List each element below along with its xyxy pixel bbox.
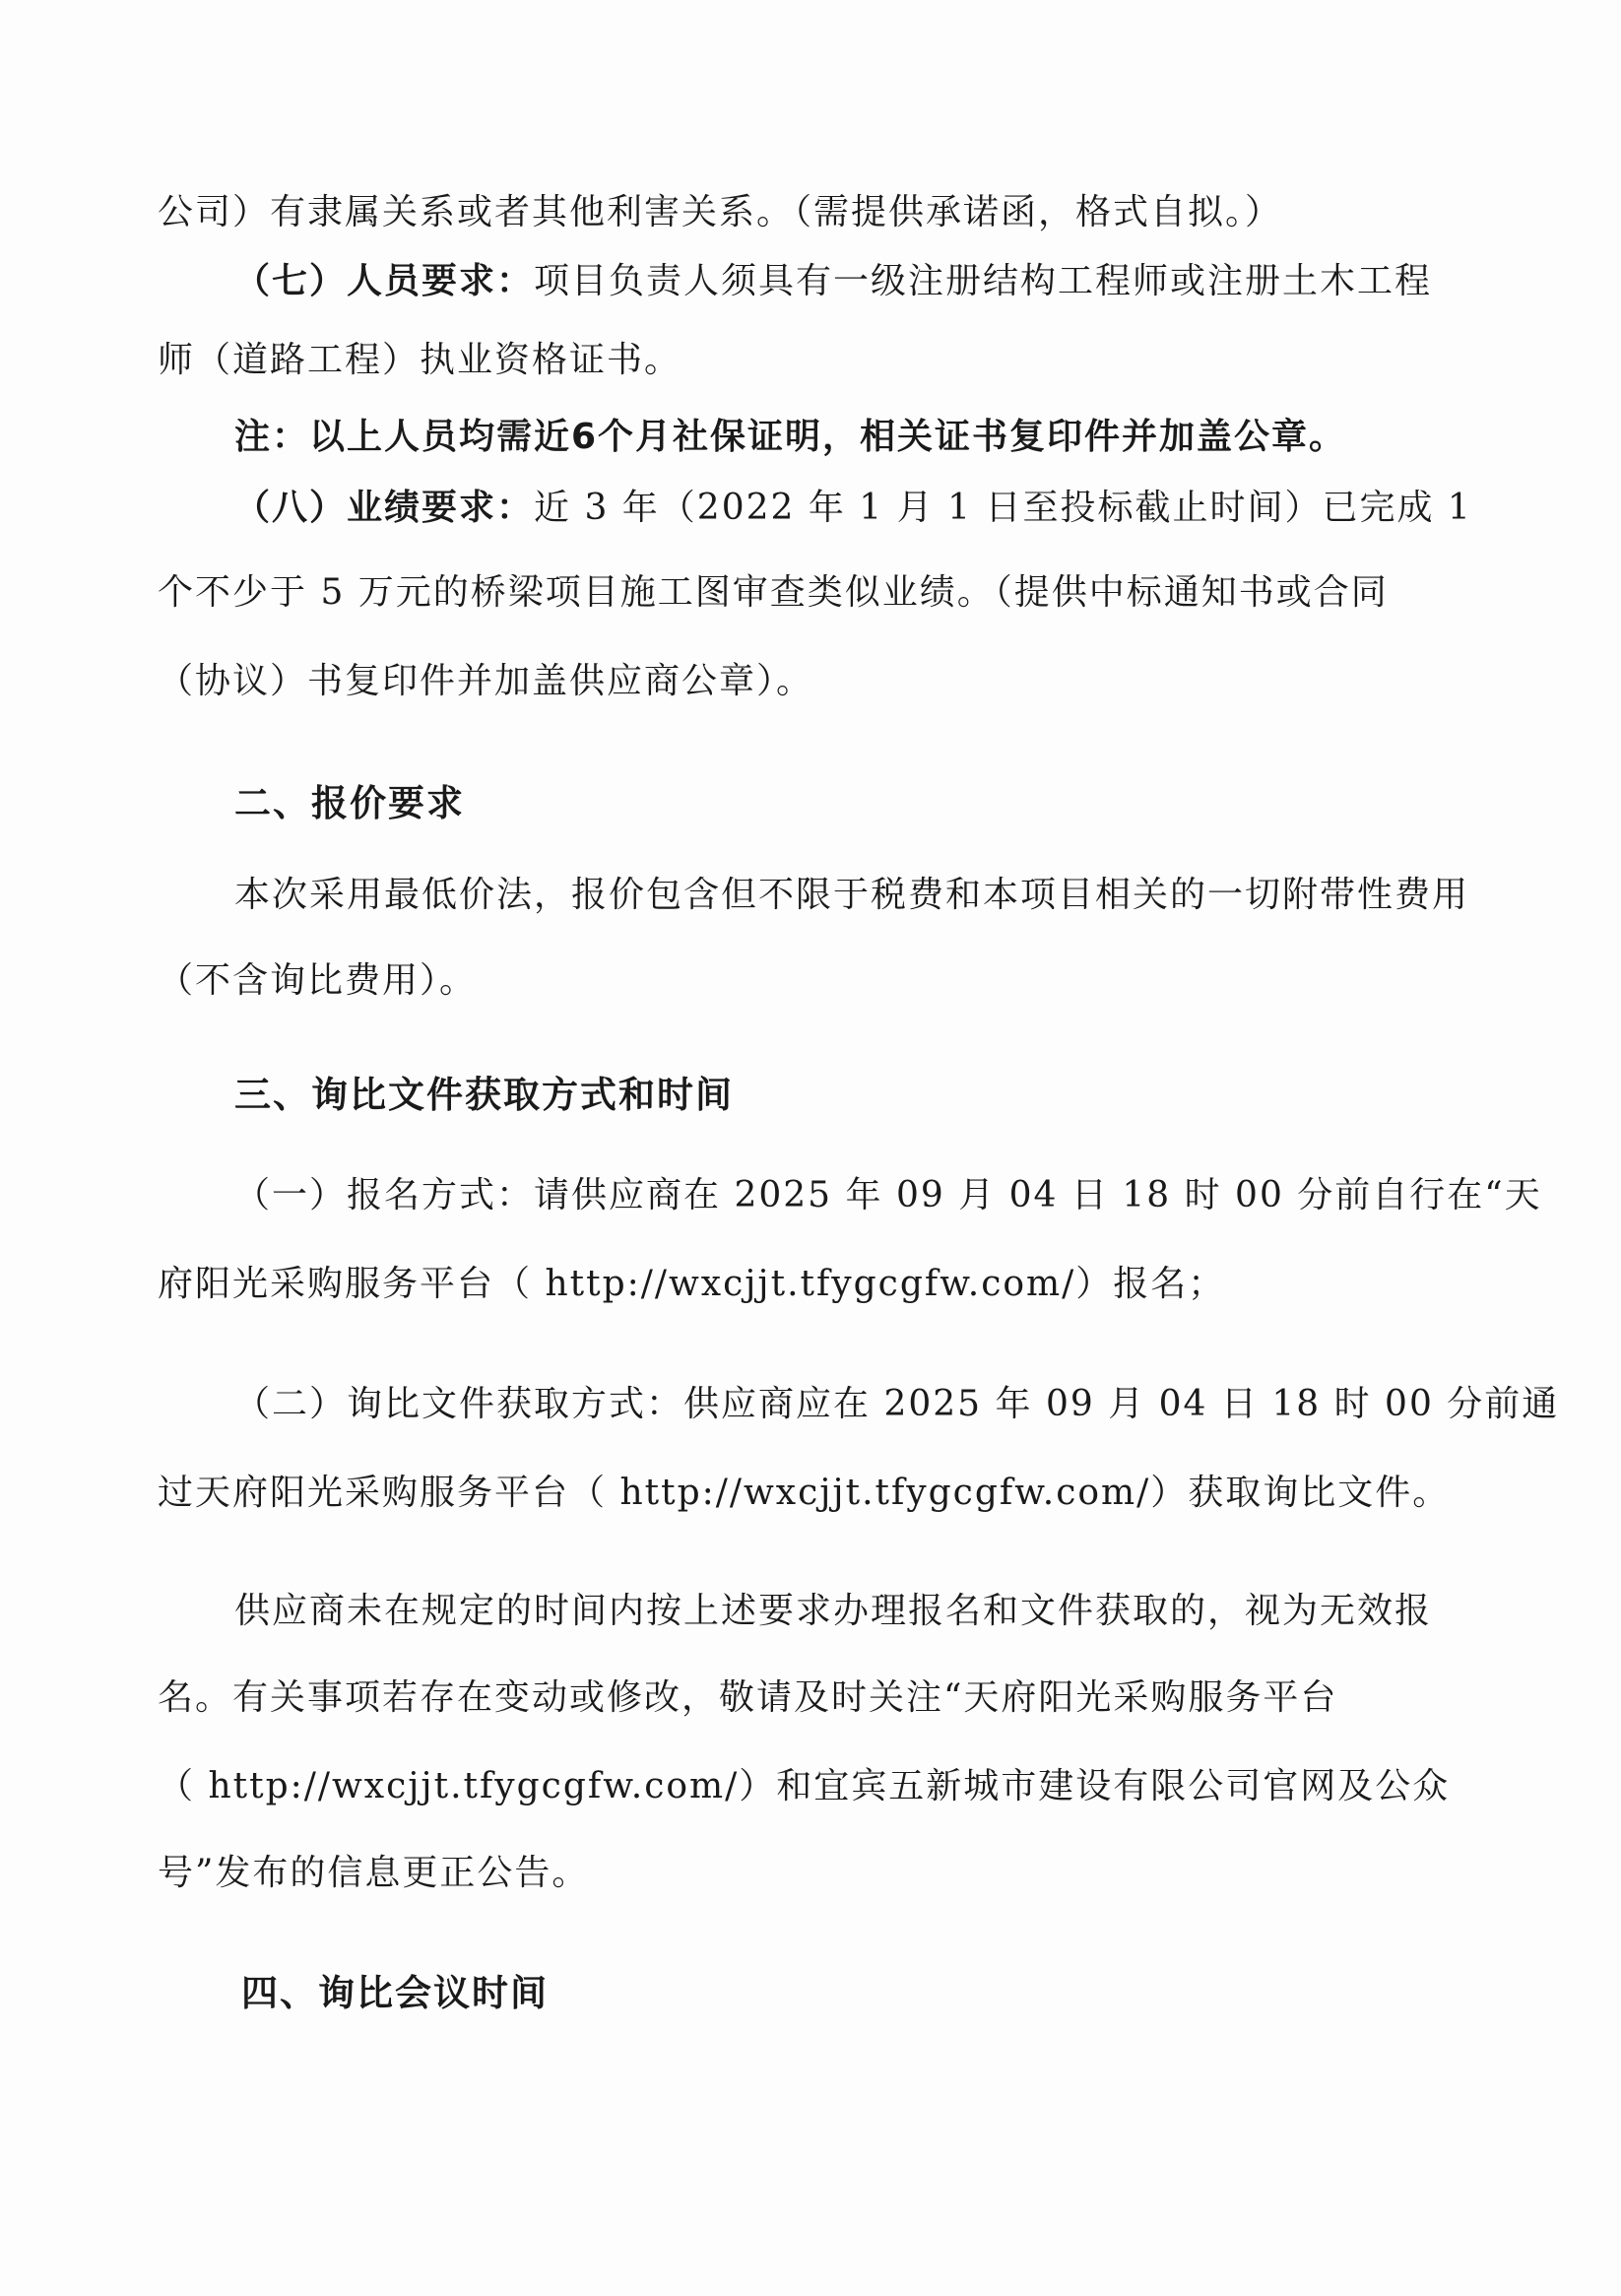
paragraph-line: 公司）有隶属关系或者其他利害关系。（需提供承诺函，格式自拟。） — [158, 192, 1283, 232]
paragraph-line: （一）报名方式：请供应商在 2025 年 09 月 04 日 18 时 00 分前自行在“天 — [234, 1175, 1542, 1215]
paragraph-line: （ http://wxcjjt.tfygcgfw.com/）和宜宾五新城市建设有限公司官网及公众 — [158, 1766, 1451, 1806]
paragraph-line: 个不少于 5 万元的桥梁项目施工图审查类似业绩。（提供中标通知书或合同 — [158, 572, 1389, 613]
paragraph-line: 本次采用最低价法，报价包含但不限于税费和本项目相关的一切附带性费用 — [234, 875, 1470, 915]
paragraph-line: （不含询比费用）。 — [158, 960, 478, 1001]
paragraph-line: 名。有关事项若存在变动或修改，敬请及时关注“天府阳光采购服务平台 — [158, 1677, 1338, 1718]
paragraph-line: 号”发布的信息更正公告。 — [158, 1853, 590, 1893]
paragraph-line — [234, 485, 1472, 532]
note-line: 注：以上人员均需近6个月社保证明，相关证书复印件并加盖公章。 — [234, 417, 1347, 457]
paragraph-line: （协议）书复印件并加盖供应商公章）。 — [158, 661, 814, 701]
section-label: （七）人员要求： — [234, 261, 535, 301]
paragraph-line: 过天府阳光采购服务平台（ http://wxcjjt.tfygcgfw.com/）获取询比文件。 — [158, 1473, 1451, 1513]
paragraph-line: （二）询比文件获取方式：供应商应在 2025 年 09 月 04 日 18 时 00 分前通 — [234, 1384, 1560, 1424]
paragraph-line: 师（道路工程）执业资格证书。 — [158, 340, 682, 380]
section-heading: 四、询比会议时间 — [241, 1972, 549, 2014]
paragraph-text: 近 3 年（2022 年 1 月 1 日至投标截止时间）已完成 1 — [534, 488, 1472, 528]
section-heading: 三、询比文件获取方式和时间 — [234, 1074, 734, 1116]
section-heading: 二、报价要求 — [234, 782, 465, 824]
paragraph-line: 供应商未在规定的时间内按上述要求办理报名和文件获取的，视为无效报 — [234, 1591, 1433, 1631]
paragraph-text: 项目负责人须具有一级注册结构工程师或注册土木工程 — [534, 261, 1433, 301]
paragraph-line: 府阳光采购服务平台（ http://wxcjjt.tfygcgfw.com/）报名； — [158, 1264, 1226, 1304]
section-label: （八）业绩要求： — [234, 488, 535, 528]
paragraph-line — [234, 258, 1432, 305]
